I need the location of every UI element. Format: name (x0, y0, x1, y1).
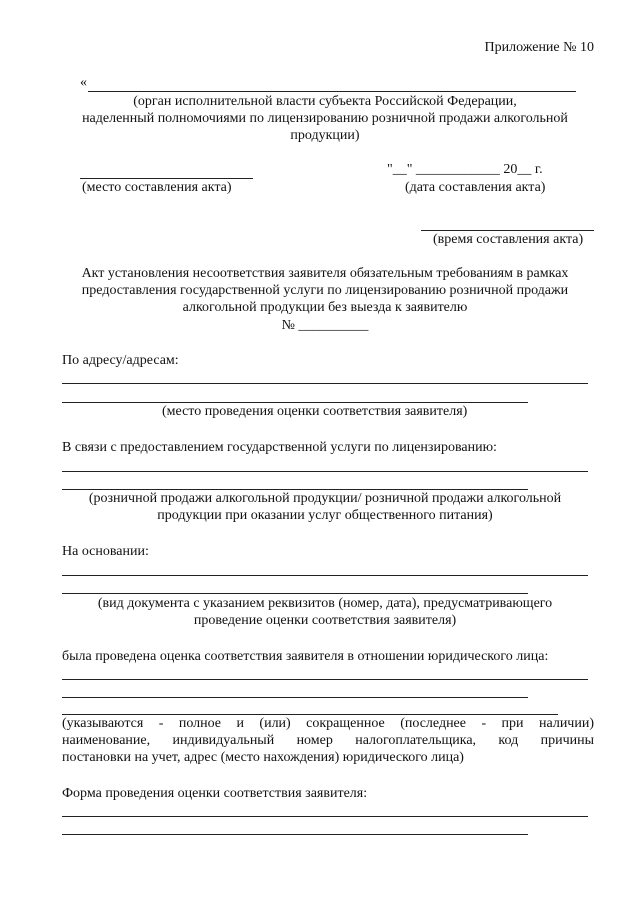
legal-entity-caption-line-3: постановки на учет, адрес (место нахождения) юридического лица) (62, 750, 464, 765)
time-fill-line (421, 230, 594, 231)
act-number: № __________ (281, 318, 369, 333)
address-caption: (место проведения оценки соответствия заявителя) (162, 404, 468, 419)
legal-entity-fill-line-3 (62, 714, 558, 715)
legal-entity-fill-line-2 (62, 697, 528, 698)
address-fill-line-1 (62, 383, 588, 384)
place-fill-line (80, 178, 253, 179)
service-caption-line-2: продукции при оказании услуг общественного питания) (157, 508, 493, 523)
service-fill-line-1 (62, 471, 588, 472)
basis-caption-line-1: (вид документа с указанием реквизитов (номер, дата), предусматривающего (97, 596, 553, 611)
authority-fill-line (88, 91, 576, 92)
basis-fill-line-1 (62, 575, 588, 576)
basis-label: На основании: (62, 544, 149, 559)
legal-entity-caption (62, 716, 594, 766)
act-title-line-1: Акт установления несоответствия заявителя обязательным требованиям в рамках (81, 266, 569, 281)
basis-fill-line-2 (62, 593, 528, 594)
legal-entity-label: была проведена оценка соответствия заявителя в отношении юридического лица: (62, 649, 549, 664)
date-caption: (дата составления акта) (405, 180, 546, 195)
date-template: "__" ____________ 20__ г. (387, 162, 543, 177)
authority-caption-line-1: (орган исполнительной власти субъекта Российской Федерации, (133, 94, 517, 109)
address-fill-line-2 (62, 402, 528, 403)
service-label: В связи с предоставлением государственной услуги по лицензированию: (62, 440, 497, 455)
legal-entity-caption-line-1: (указываются - полное и (или) сокращенное (последнее - при наличии) (62, 716, 594, 731)
form-label: Форма проведения оценки соответствия заявителя: (62, 786, 368, 801)
time-caption: (время составления акта) (433, 232, 584, 247)
form-fill-line-1 (62, 816, 588, 817)
service-caption-line-1: (розничной продажи алкогольной продукции/ розничной продажи алкогольной (88, 491, 562, 506)
legal-entity-caption-line-2: наименование, индивидуальный номер налогоплательщика, код причины (62, 733, 594, 748)
service-fill-line-2 (62, 489, 528, 490)
authority-caption-line-3: продукции) (290, 128, 360, 143)
act-title-line-3: алкогольной продукции без выезда к заявителю (182, 300, 468, 315)
appendix-number: Приложение № 10 (484, 40, 594, 55)
opening-quote: « (80, 75, 87, 90)
address-label: По адресу/адресам: (62, 353, 179, 368)
legal-entity-fill-line-1 (62, 679, 588, 680)
form-fill-line-2 (62, 834, 528, 835)
basis-caption-line-2: проведение оценки соответствия заявителя) (193, 613, 457, 628)
place-caption: (место составления акта) (82, 180, 232, 195)
authority-caption-line-2: наделенный полномочиями по лицензированию розничной продажи алкогольной (82, 111, 568, 126)
act-title-line-2: предоставления государственной услуги по лицензированию розничной продажи (81, 283, 569, 298)
